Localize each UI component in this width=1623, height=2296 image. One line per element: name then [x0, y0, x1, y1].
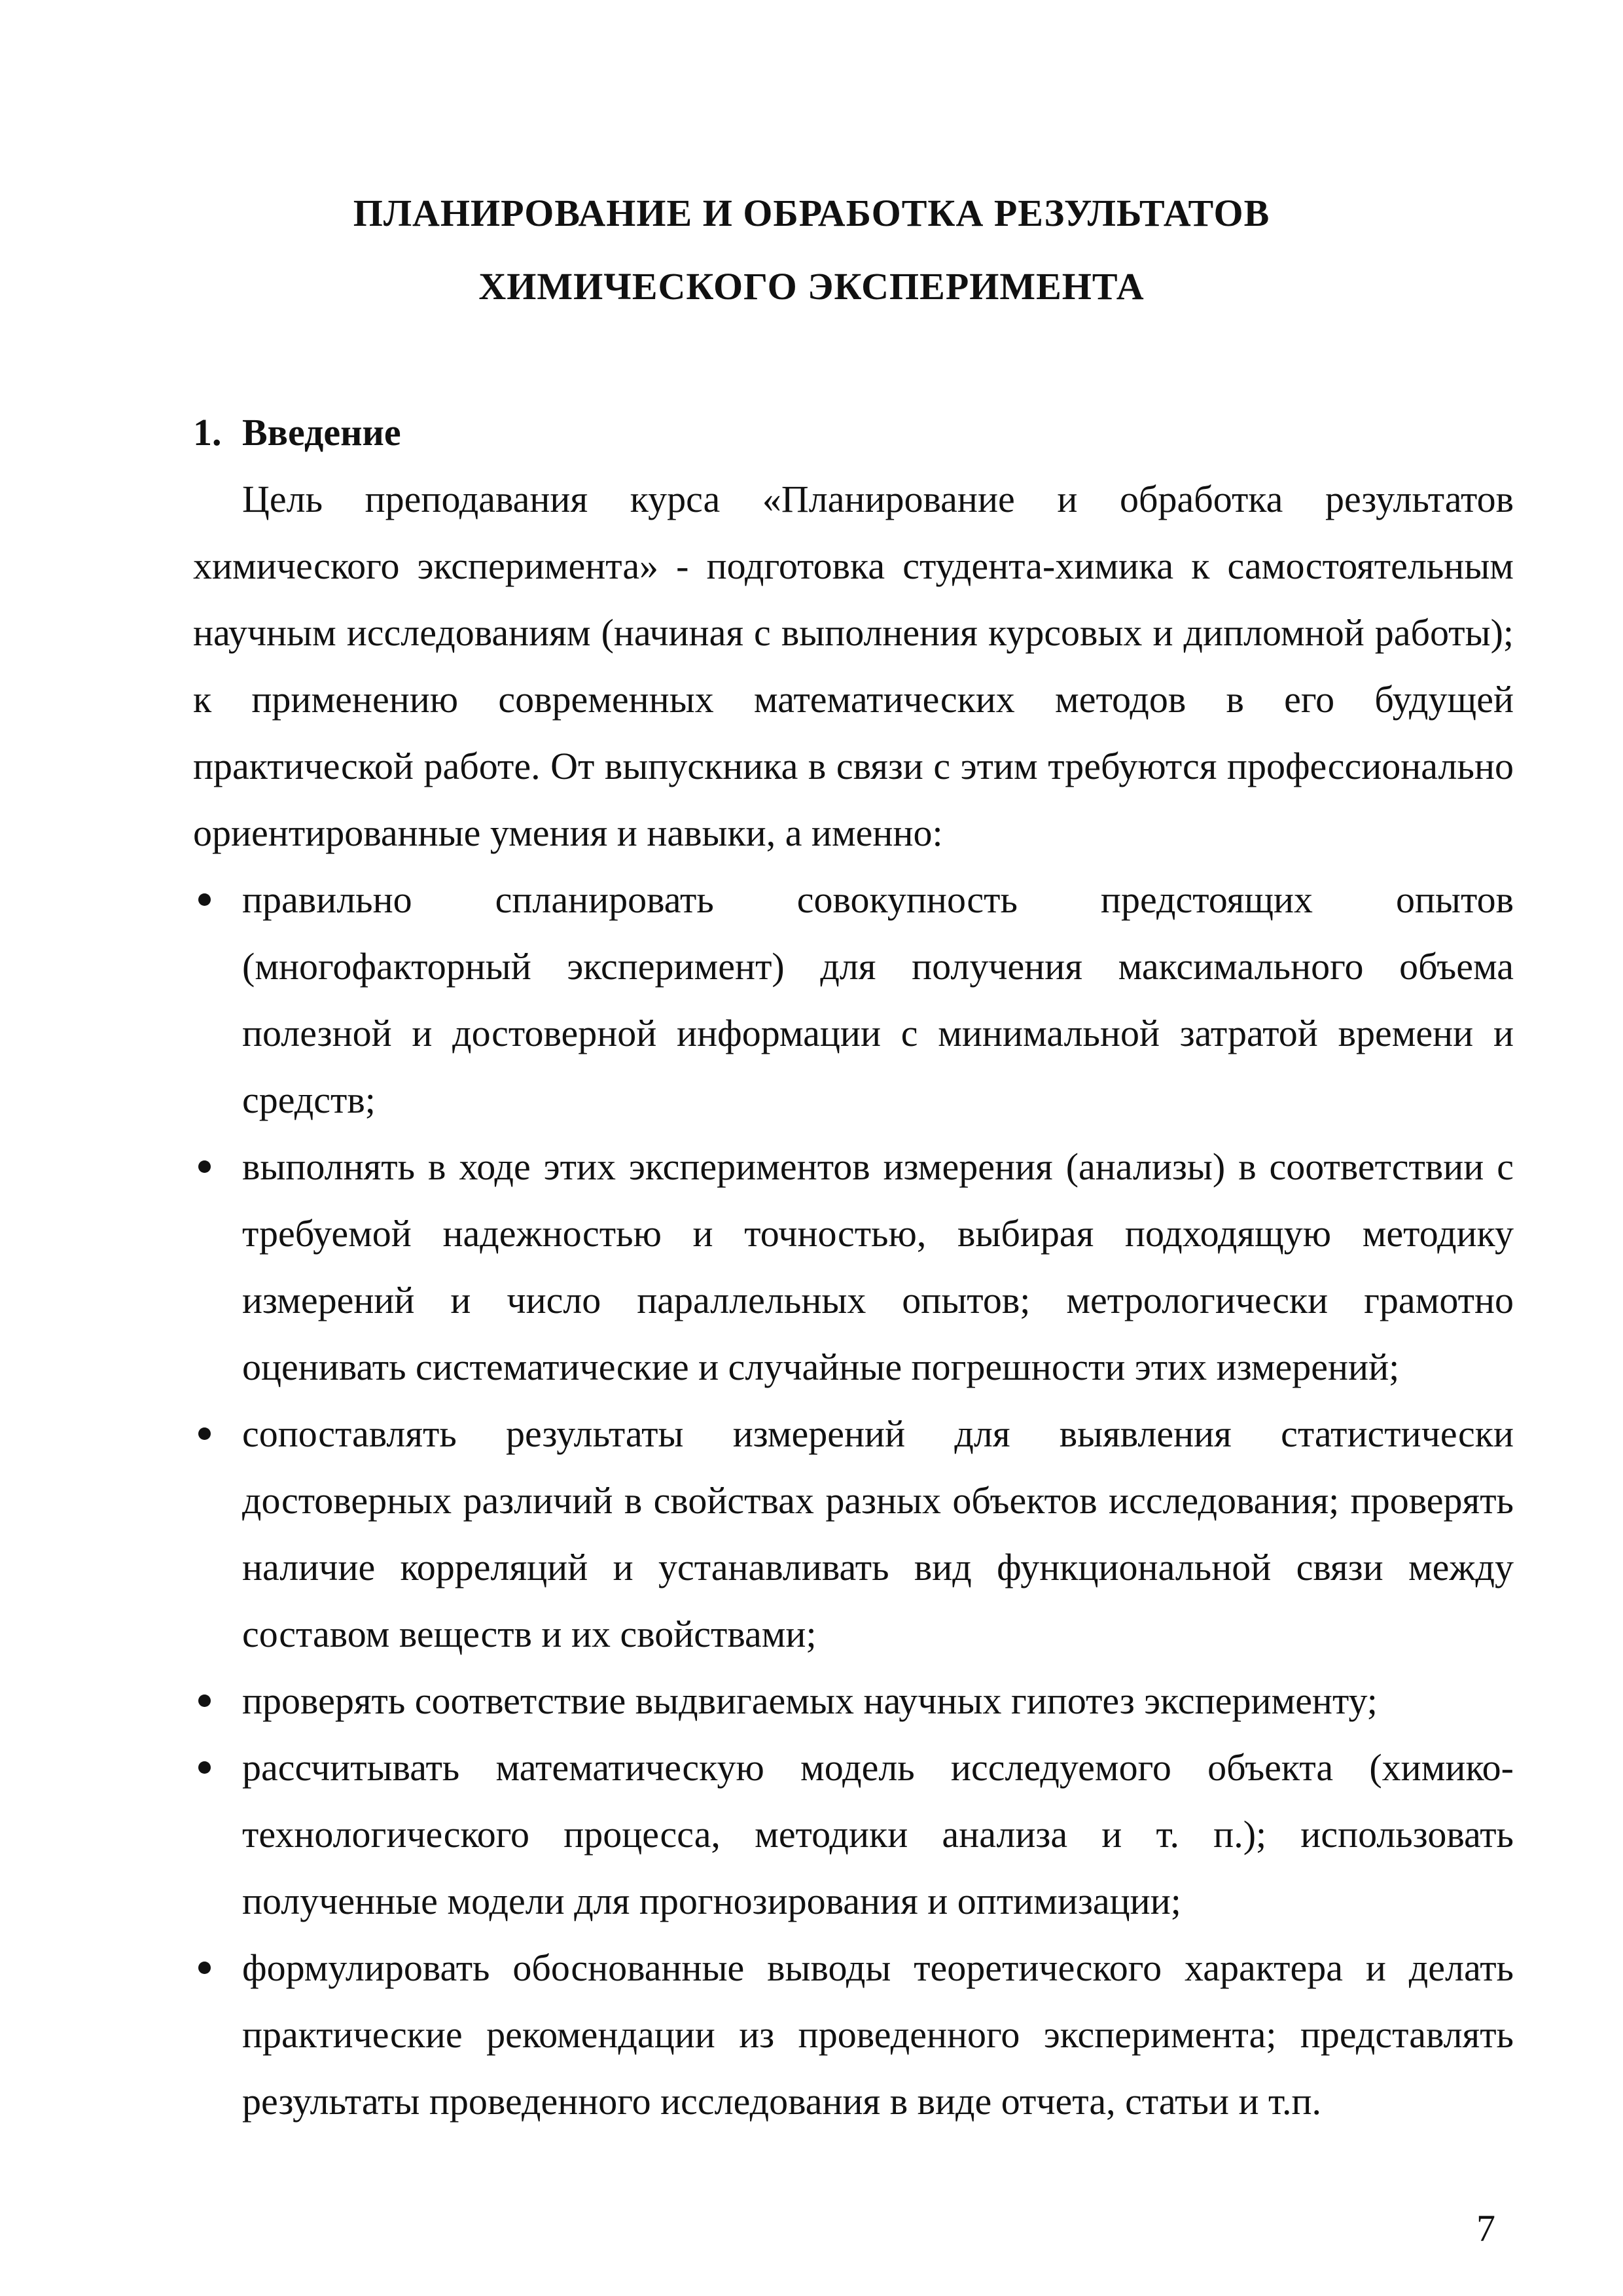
- section-heading: [193, 399, 1514, 466]
- list-item: [193, 867, 1514, 1134]
- section-number: 1.: [193, 411, 222, 454]
- title-line-2: ХИМИЧЕСКОГО ЭКСПЕРИМЕНТА: [478, 265, 1145, 308]
- list-item-text: формулировать обоснованные выводы теоретического характера и делать практические рекомендации из проведенного эксперимента; представлять результаты проведенного исследования в виде отчета, статьи и т.п.: [242, 1946, 1514, 2123]
- bullet-icon: [198, 893, 211, 906]
- list-item-text: проверять соответствие выдвигаемых научных гипотез эксперименту;: [242, 1679, 1378, 1722]
- list-item: [193, 1668, 1514, 1734]
- bullet-icon: [198, 1695, 211, 1707]
- list-item: [193, 1134, 1514, 1401]
- title-line-1: ПЛАНИРОВАНИЕ И ОБРАБОТКА РЕЗУЛЬТАТОВ: [353, 192, 1270, 234]
- skills-list: [193, 867, 1514, 2135]
- intro-paragraph: Цель преподавания курса «Планирование и обработка результатов химического эксперимента» - подготовка студента-химика к самостоятельным научным исследованиям (начиная с выполнения курсовых и дипломной работы); к применению современных математических методов в его будущей практической работе. От выпускника в связи с этим требуются профессионально ориентированные умения и навыки, а именно:: [193, 478, 1514, 854]
- list-item-text: правильно спланировать совокупность предстоящих опытов (многофакторный эксперимент) для получения максимального объема полезной и достоверной информации с минимальной затратой времени и средств;: [242, 878, 1514, 1121]
- bullet-icon: [198, 1962, 211, 1974]
- section-introduction: [193, 399, 1514, 2135]
- section-heading-text: Введение: [242, 411, 401, 454]
- page-title: [0, 177, 1623, 323]
- list-item-text: сопоставлять результаты измерений для выявления статистически достоверных различий в свойствах разных объектов исследования; проверять наличие корреляций и устанавливать вид функциональной связи между составом веществ и их свойствами;: [242, 1412, 1514, 1655]
- bullet-icon: [198, 1160, 211, 1173]
- page-number: 7: [1476, 2207, 1495, 2250]
- list-item: [193, 1935, 1514, 2135]
- list-item: [193, 1401, 1514, 1668]
- list-item: [193, 1734, 1514, 1935]
- bullet-icon: [198, 1427, 211, 1440]
- list-item-text: рассчитывать математическую модель исследуемого объекта (химико-технологического процесса, методики анализа и т. п.); использовать полученные модели для прогнозирования и оптимизации;: [242, 1746, 1514, 1922]
- bullet-icon: [198, 1761, 211, 1774]
- list-item-text: выполнять в ходе этих экспериментов измерения (анализы) в соответствии с требуемой надежностью и точностью, выбирая подходящую методику измерений и число параллельных опытов; метрологически грамотно оценивать систематические и случайные погрешности этих измерений;: [242, 1145, 1514, 1388]
